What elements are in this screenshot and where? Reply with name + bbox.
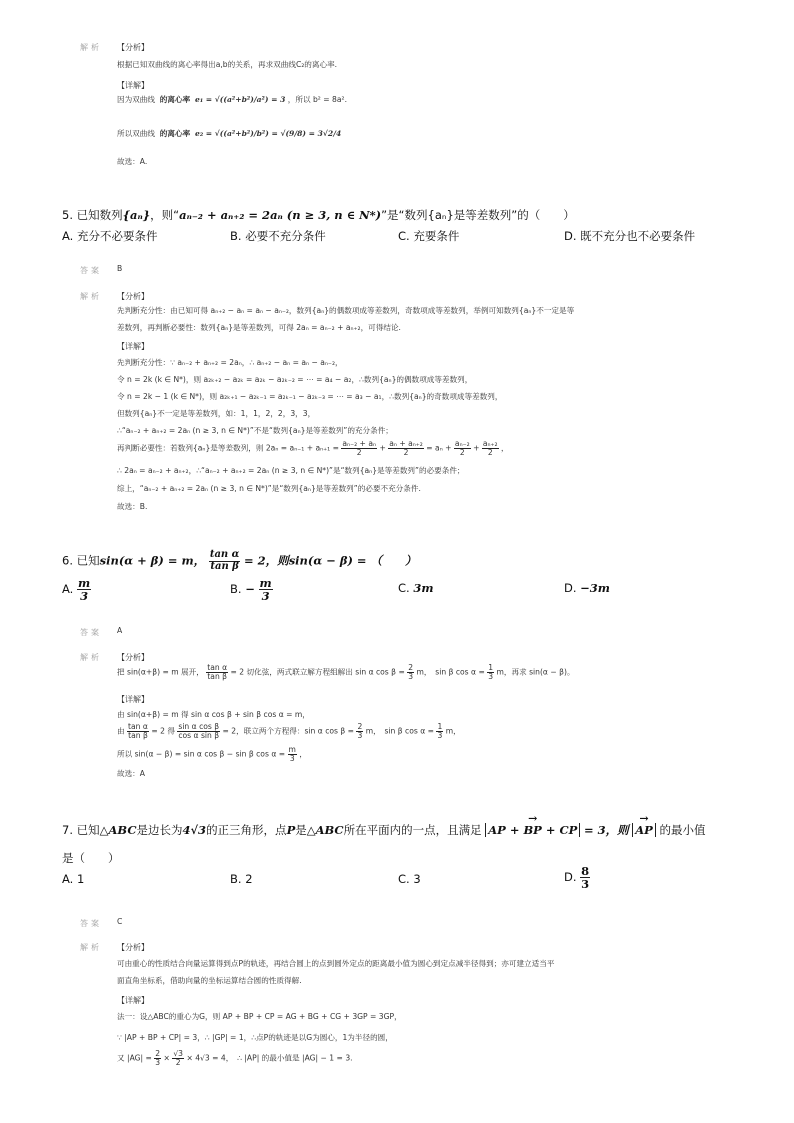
answer-label: 答案 — [80, 919, 102, 928]
analysis-text: 根据已知双曲线的离心率得出a,b的关系，再求双曲线C₂的离心率. — [117, 60, 338, 69]
option-b[interactable]: B. − $\frac{m}{3}$ — [230, 576, 272, 604]
analysis-text-2: 差数列，再判断必要性：数列{aₙ}是等差数列，可得 2aₙ = aₙ₋₂ + aₙ₊₂，可得结论. — [117, 323, 401, 332]
answer-value: B — [117, 264, 123, 273]
choose-line: 故选：A. — [117, 157, 148, 166]
question-6-stem: 6. 已知sin(α + β) = m， $\frac{\text{tan α}}{\text{tan β}}$ = 2，则sin(α − β) = （ ） — [62, 549, 417, 572]
question-number: 5. — [62, 208, 73, 222]
answer-label: 答案 — [80, 628, 102, 637]
question-number: 7. — [62, 823, 73, 837]
detail-line-2: 所以双曲线 的离心率 e₂ = √((a²+b²)/b²) = √(9/8) = 3√2/4 — [117, 129, 342, 138]
detail-line-1: 法一：设△ABC的重心为G，则 AP + BP + CP = AG + BG + CG + 3GP = 3GP， — [117, 1012, 402, 1021]
answer-value: A — [117, 626, 123, 635]
detail-heading: 【详解】 — [117, 81, 149, 90]
detail-line-8: 综上，“aₙ₋₂ + aₙ₊₂ = 2aₙ (n ≥ 3, n ∈ N*)”是“数列{aₙ}是等差数列”的必要不充分条件. — [117, 484, 421, 493]
option-a[interactable]: A. $\frac{m}{3}$ — [62, 576, 91, 604]
analysis-text-2: 面直角坐标系，借助向量的坐标运算结合圆的性质得解. — [117, 976, 302, 985]
detail-line-3: 又 |AG| = $\frac{2}{3}$ × $\frac{√3}{2}$ × 4√3 = 4， ∴ |AP| 的最小值是 |AG| − 1 = 3. — [117, 1049, 353, 1067]
analysis-label: 解析 — [80, 943, 102, 952]
detail-heading: 【详解】 — [117, 996, 149, 1005]
question-7-stem-line-2: 是（ ） — [62, 851, 120, 865]
option-d[interactable]: D. $\frac{8}{3}$ — [564, 864, 590, 892]
analysis-label: 解析 — [80, 292, 102, 301]
eccentricity-expr-1: e₁ = √((a²+b²)/a²) = 3 — [195, 95, 286, 104]
detail-line-1: 先判断充分性：∵ aₙ₋₂ + aₙ₊₂ = 2aₙ，∴ aₙ₊₂ − aₙ = aₙ − aₙ₋₂， — [117, 358, 343, 367]
question-7-stem: 7. 已知△ABC是边长为4√3的正三角形，点P是△ABC所在平面内的一点，且满足 → AP + BP + CP = 3，则 → AP 的最小值 — [62, 822, 705, 838]
option-a[interactable]: A. 充分不必要条件 — [62, 229, 158, 243]
detail-line-7: ∴ 2aₙ = aₙ₋₂ + aₙ₊₂，∴“aₙ₋₂ + aₙ₊₂ = 2aₙ (n ≥ 3, n ∈ N*)”是“数列{aₙ}是等差数列”的必要条件； — [117, 466, 465, 475]
option-c[interactable]: C. 3 — [398, 872, 421, 886]
detail-heading: 【详解】 — [117, 342, 149, 351]
eccentricity-expr-2: e₂ = √((a²+b²)/b²) = √(9/8) = 3√2/4 — [195, 129, 342, 138]
detail-line-2: 令 n = 2k (k ∈ N*)，则 a₂ₖ₊₂ − a₂ₖ = a₂ₖ − a₂ₖ₋₂ = ⋯ = a₄ − a₂，∴数列{aₙ}的偶数项成等差数列， — [117, 375, 473, 384]
detail-line-6: 再判断必要性：若数列{aₙ}是等差数列，则 2aₙ = aₙ₋₁ + aₙ₊₁ = $\frac{\text{aₙ₋₂ + aₙ}}{2}$ + $\frac{\text{aₙ + aₙ₊₂}}{2}$ = aₙ + $\frac{\text{aₙ₋₂}}{2}$ + $\frac{\text{aₙ₊₂}}{2}$ ， — [117, 439, 509, 457]
option-c[interactable]: C. 3m — [398, 581, 434, 595]
detail-line-2: 由 $\frac{\text{tan α}}{\text{tan β}}$ = 2 得 $\frac{\text{sin α cos β}}{\text{cos α sin β}}$ = 2，联立两个方程得：sin α cos β = $\frac{2}{3}$ m， sin β cos α = $\frac{1}{3}$ m， — [117, 722, 461, 740]
detail-line-1: 因为双曲线 的离心率 e₁ = √((a²+b²)/a²) = 3 ，所以 b² = 8a². — [117, 95, 347, 104]
analysis-text-1: 可由重心的性质结合向量运算得到点P的轨迹，再结合圆上的点到圆外定点的距离最小值为圆心到定点减半径得到；亦可建立适当平 — [117, 959, 555, 968]
answer-label: 答案 — [80, 266, 102, 275]
option-b[interactable]: B. 2 — [230, 872, 253, 886]
detail-heading: 【详解】 — [117, 695, 149, 704]
analysis-label: 解析 — [80, 653, 102, 662]
vector-ap-magnitude: → AP — [632, 823, 656, 837]
question-5-stem: 5. 已知数列{aₙ}，则“aₙ₋₂ + aₙ₊₂ = 2aₙ (n ≥ 3, n ∈ N*)”是“数列{aₙ}是等差数列”的（ ） — [62, 208, 575, 222]
recurrence-condition: aₙ₋₂ + aₙ₊₂ = 2aₙ (n ≥ 3, n ∈ N*) — [179, 208, 382, 222]
detail-line-4: 但数列{aₙ}不一定是等差数列，如：1，1，2，2，3，3， — [117, 409, 316, 418]
detail-line-2: ∵ |AP + BP + CP| = 3，∴ |GP| = 1，∴点P的轨迹是以G为圆心，1为半径的圆， — [117, 1033, 393, 1042]
vector-sum-magnitude: → AP + BP + CP — [485, 823, 580, 837]
analysis-heading: 【分析】 — [117, 292, 149, 301]
analysis-heading: 【分析】 — [117, 653, 149, 662]
answer-value: C — [117, 917, 123, 926]
analysis-text: 把 sin(α+β) = m 展开， $\frac{\text{tan α}}{\text{tan β}}$ = 2 切化弦，两式联立解方程组解出 sin α cos β = $\frac{2}{3}$ m， sin β cos α = $\frac{1}{3}$ m，再求 sin(α − β)。 — [117, 663, 575, 681]
option-c[interactable]: C. 充要条件 — [398, 229, 460, 243]
option-a[interactable]: A. 1 — [62, 872, 85, 886]
detail-line-3: 所以 sin(α − β) = sin α cos β − sin β cos α = $\frac{m}{3}$ ， — [117, 745, 307, 763]
analysis-heading: 【分析】 — [117, 943, 149, 952]
detail-line-5: ∴“aₙ₋₂ + aₙ₊₂ = 2aₙ (n ≥ 3, n ∈ N*)”不是“数列{aₙ}是等差数列”的充分条件； — [117, 426, 393, 435]
detail-line-3: 令 n = 2k − 1 (k ∈ N*)，则 a₂ₖ₊₁ − a₂ₖ₋₁ = a₂ₖ₋₁ − a₂ₖ₋₃ = ⋯ = a₃ − a₁，∴数列{aₙ}的奇数项成等差数列， — [117, 392, 503, 401]
analysis-text-1: 先判断充分性：由已知可得 aₙ₊₂ − aₙ = aₙ − aₙ₋₂，数列{aₙ}的偶数项成等差数列，奇数项成等差数列，举例可知数列{aₙ}不一定是等 — [117, 306, 575, 315]
choose-line: 故选：A — [117, 769, 145, 778]
option-d[interactable]: D. 既不充分也不必要条件 — [564, 229, 696, 243]
detail-line-1: 由 sin(α+β) = m 得 sin α cos β + sin β cos α = m， — [117, 710, 310, 719]
analysis-heading: 【分析】 — [117, 43, 149, 52]
analysis-label: 解析 — [80, 43, 102, 52]
choose-line: 故选：B. — [117, 502, 148, 511]
option-d[interactable]: D. −3m — [564, 581, 610, 595]
question-number: 6. — [62, 553, 73, 568]
option-b[interactable]: B. 必要不充分条件 — [230, 229, 326, 243]
